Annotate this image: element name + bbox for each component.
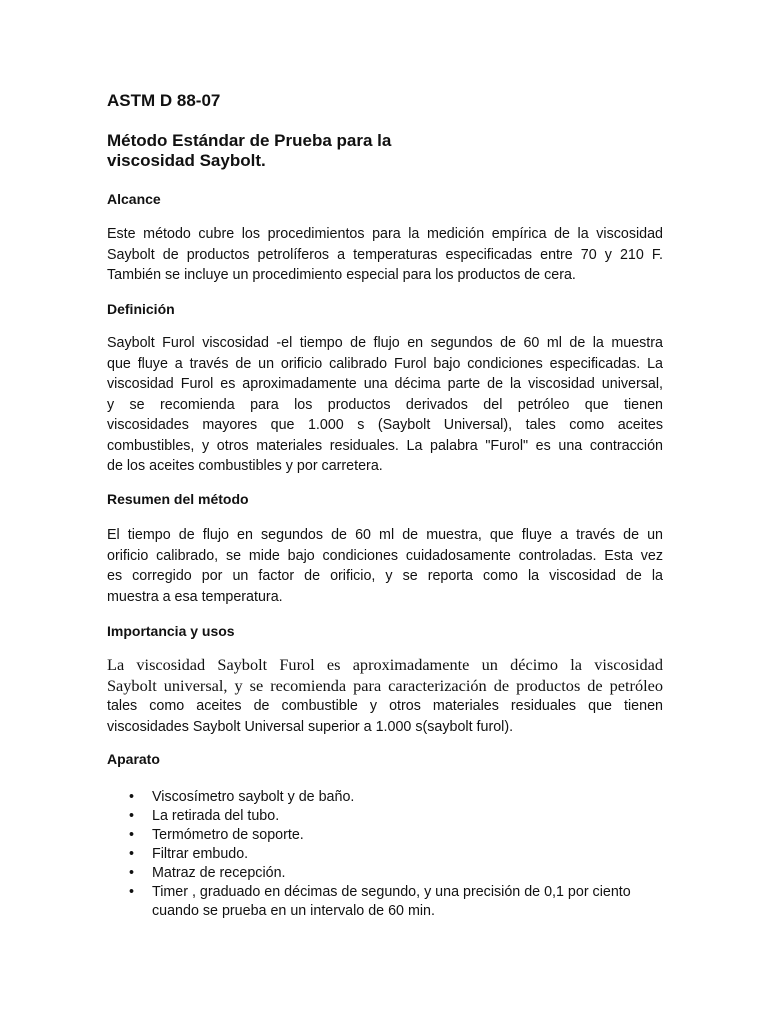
list-item xyxy=(107,864,663,883)
body-line: viscosidades mayores que 1.000 s (Saybolt Universal), tales como aceites xyxy=(107,417,663,433)
list-item xyxy=(107,883,663,921)
section-heading-aparato: Aparato xyxy=(107,751,160,767)
document-title-line: viscosidad Saybolt. xyxy=(107,151,266,170)
section-body-resumen xyxy=(107,525,663,607)
body-line: muestra a esa temperatura. xyxy=(107,588,283,605)
list-item xyxy=(107,788,663,807)
body-line: combustibles, y otros materiales residuales. La palabra "Furol" es una contracción xyxy=(107,437,663,454)
bullet-icon: • xyxy=(129,846,135,862)
section-heading-resumen: Resumen del método xyxy=(107,491,249,507)
body-line: También se incluye un procedimiento especial para los productos de cera. xyxy=(107,267,576,283)
document-id: ASTM D 88-07 xyxy=(107,91,221,110)
section-heading-definicion: Definición xyxy=(107,301,175,317)
document-title-line: Método Estándar de Prueba para la xyxy=(107,131,392,150)
list-item-text: Timer , graduado en décimas de segundo, y una precisión de 0,1 por ciento xyxy=(152,884,631,900)
bullet-icon: • xyxy=(129,808,135,824)
body-line: La viscosidad Saybolt Furol es aproximadamente un décimo la viscosidad xyxy=(107,655,663,674)
body-line: El tiempo de flujo en segundos de 60 ml de muestra, que fluye a través de un xyxy=(107,527,663,543)
section-heading-importancia: Importancia y usos xyxy=(107,623,235,639)
section-body-importancia xyxy=(107,655,663,737)
body-line: y se recomienda para los productos derivados del petróleo que tienen xyxy=(107,396,663,413)
list-item xyxy=(107,807,663,826)
list-item-text: cuando se prueba en un intervalo de 60 min. xyxy=(152,903,435,919)
list-item xyxy=(107,845,663,864)
bullet-icon: • xyxy=(129,884,135,900)
list-item-text: Viscosímetro saybolt y de baño. xyxy=(152,789,355,805)
body-line: viscosidades Saybolt Universal superior a 1.000 s(saybolt furol). xyxy=(107,718,514,735)
apparatus-list xyxy=(107,788,663,921)
list-item xyxy=(107,826,663,845)
body-line: Saybolt universal, y se recomienda para caracterización de productos de petróleo xyxy=(107,675,663,695)
section-heading-alcance: Alcance xyxy=(107,191,161,207)
document-title xyxy=(107,131,391,171)
list-item-text: La retirada del tubo. xyxy=(152,808,280,824)
body-line: Saybolt Furol viscosidad -el tiempo de flujo en segundos de 60 ml de la muestra xyxy=(107,335,663,351)
bullet-icon: • xyxy=(129,789,135,805)
body-line: tales como aceites de combustible y otros materiales residuales que tienen xyxy=(107,698,663,714)
list-item-text: Matraz de recepción. xyxy=(152,865,286,881)
body-line: Saybolt de productos petrolíferos a temperaturas especificadas entre 70 y 210 F. xyxy=(107,246,663,263)
body-line: viscosidad Furol es aproximadamente una décima parte de la viscosidad universal, xyxy=(107,376,663,392)
bullet-icon: • xyxy=(129,827,135,843)
bullet-icon: • xyxy=(129,865,135,881)
section-body-definicion xyxy=(107,333,663,477)
list-item-text: Termómetro de soporte. xyxy=(152,827,304,843)
section-body-alcance xyxy=(107,224,663,286)
body-line: de los aceites combustibles y por carretera. xyxy=(107,458,383,474)
list-item-text: Filtrar embudo. xyxy=(152,846,249,862)
body-line: Este método cubre los procedimientos para la medición empírica de la viscosidad xyxy=(107,226,663,242)
body-line: es corregido por un factor de orificio, y se reporta como la viscosidad de la xyxy=(107,568,663,584)
body-line: que fluye a través de un orificio calibrado Furol bajo condiciones especificadas. La xyxy=(107,355,663,372)
body-line: orificio calibrado, se mide bajo condiciones cuidadosamente controladas. Esta vez xyxy=(107,547,663,564)
